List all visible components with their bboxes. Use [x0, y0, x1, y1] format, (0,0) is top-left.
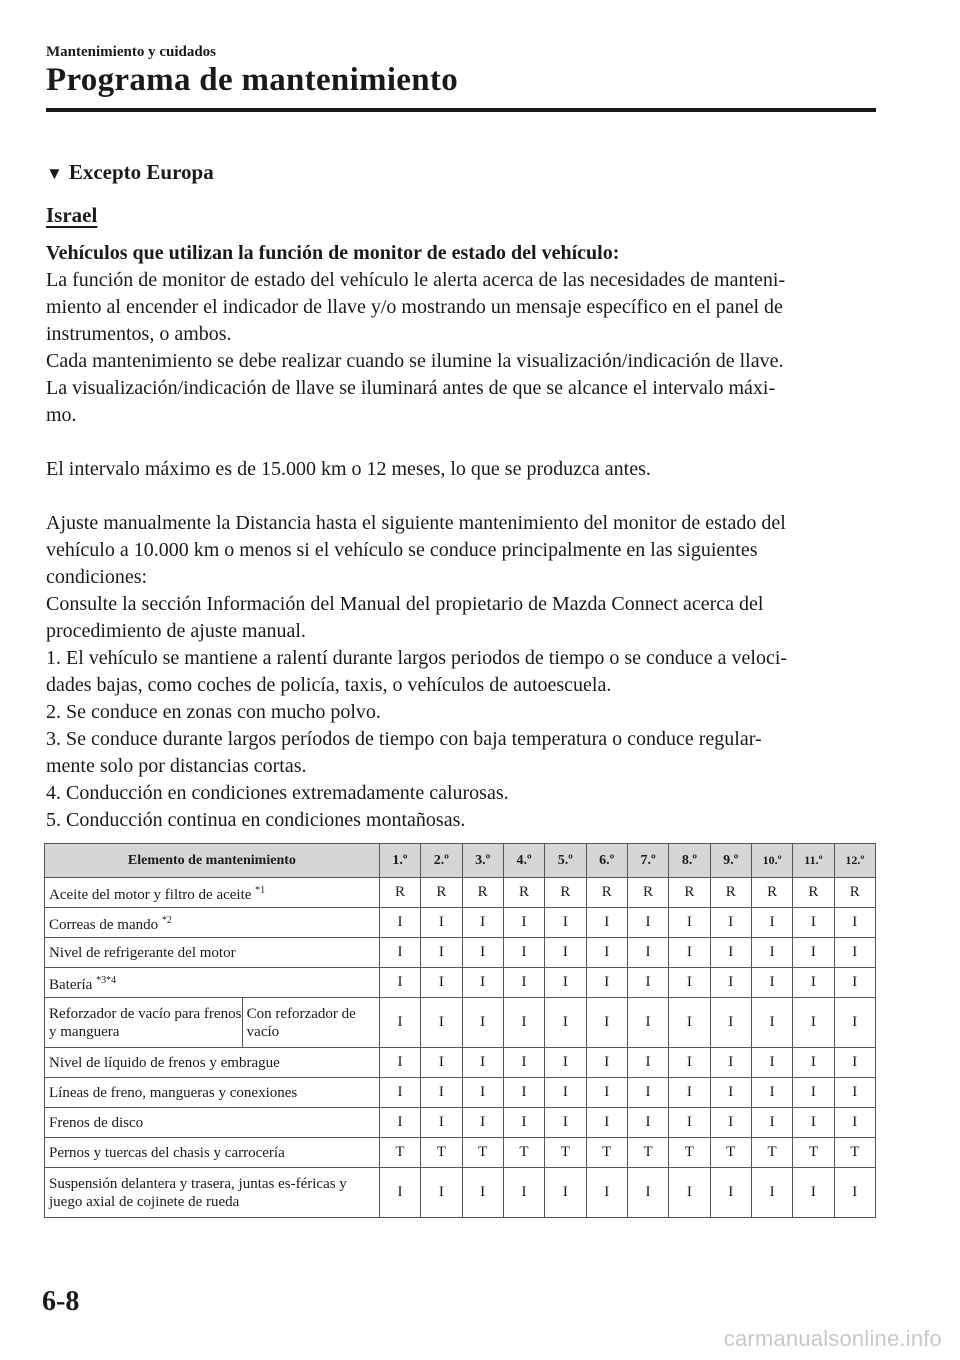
maintenance-table: [44, 843, 876, 1218]
header-interval: 3.º: [462, 844, 503, 878]
interval-cell: I: [710, 938, 751, 968]
interval-cell: I: [834, 998, 875, 1048]
interval-cell: R: [379, 878, 420, 908]
intro-line: 2. Se conduce en zonas con mucho polvo.: [46, 701, 381, 723]
page-number: 6-8: [42, 1286, 80, 1317]
interval-cell: I: [710, 908, 751, 938]
maintenance-item: [45, 998, 243, 1048]
interval-cell: R: [586, 878, 627, 908]
intro-line: 1. El vehículo se mantiene a ralentí durante largos periodos de tiempo o se conduce a veloci-: [46, 647, 788, 669]
table-row: [45, 1108, 876, 1138]
interval-cell: I: [545, 908, 586, 938]
intro-text: [46, 240, 882, 834]
interval-cell: T: [751, 1138, 792, 1168]
interval-cell: I: [710, 968, 751, 998]
intro-line: mo.: [46, 404, 77, 426]
interval-cell: I: [586, 908, 627, 938]
maintenance-item-label: Líneas de freno, mangueras y conexiones: [49, 1084, 298, 1101]
interval-cell: T: [462, 1138, 503, 1168]
interval-cell: I: [545, 1078, 586, 1108]
interval-cell: I: [793, 1168, 834, 1218]
interval-cell: R: [503, 878, 544, 908]
intro-bold-line: Vehículos que utilizan la función de monitor de estado del vehículo:: [46, 242, 620, 264]
header-interval: 1.º: [379, 844, 420, 878]
interval-cell: I: [462, 938, 503, 968]
interval-cell: I: [545, 938, 586, 968]
interval-cell: I: [669, 1048, 710, 1078]
interval-cell: I: [545, 968, 586, 998]
interval-cell: R: [545, 878, 586, 908]
interval-cell: R: [627, 878, 668, 908]
header-interval: 11.º: [793, 844, 834, 878]
interval-cell: T: [379, 1138, 420, 1168]
interval-cell: I: [379, 908, 420, 938]
interval-cell: I: [503, 938, 544, 968]
interval-cell: I: [834, 908, 875, 938]
table-row: [45, 998, 876, 1048]
maintenance-item-label: Correas de mando: [49, 916, 162, 933]
header-interval: 7.º: [627, 844, 668, 878]
interval-cell: R: [421, 878, 462, 908]
intro-line: dades bajas, como coches de policía, taxis, o vehículos de autoescuela.: [46, 674, 612, 696]
interval-cell: I: [586, 1108, 627, 1138]
interval-cell: I: [710, 998, 751, 1048]
interval-cell: I: [793, 908, 834, 938]
interval-cell: I: [379, 968, 420, 998]
header-interval: 10.º: [751, 844, 792, 878]
section-heading: [46, 160, 214, 185]
maintenance-item-label: Pernos y tuercas del chasis y carrocería: [49, 1144, 285, 1161]
maintenance-item: [45, 1168, 380, 1218]
interval-cell: I: [834, 1108, 875, 1138]
table-row: [45, 1048, 876, 1078]
interval-cell: I: [545, 998, 586, 1048]
interval-cell: I: [751, 1168, 792, 1218]
table-row: [45, 968, 876, 998]
interval-cell: I: [710, 1078, 751, 1108]
interval-cell: I: [462, 1108, 503, 1138]
intro-line: Consulte la sección Información del Manual del propietario de Mazda Connect acerca del: [46, 593, 764, 615]
interval-cell: I: [669, 998, 710, 1048]
intro-line: mente solo por distancias cortas.: [46, 755, 307, 777]
table-row: [45, 1138, 876, 1168]
interval-cell: I: [462, 998, 503, 1048]
maintenance-item-label: Frenos de disco: [49, 1114, 144, 1131]
interval-cell: I: [710, 1048, 751, 1078]
interval-cell: I: [669, 968, 710, 998]
intro-line: instrumentos, o ambos.: [46, 323, 232, 345]
table-row: [45, 1168, 876, 1218]
interval-cell: I: [503, 1048, 544, 1078]
intro-line: condiciones:: [46, 566, 148, 588]
footnote-marker: *2: [161, 914, 172, 926]
interval-cell: I: [710, 1168, 751, 1218]
maintenance-item: [45, 1138, 380, 1168]
interval-cell: T: [627, 1138, 668, 1168]
intro-line: La visualización/indicación de llave se iluminará antes de que se alcance el intervalo máxi-: [46, 377, 776, 399]
interval-cell: I: [627, 1108, 668, 1138]
interval-cell: I: [379, 1168, 420, 1218]
header-interval: 4.º: [503, 844, 544, 878]
interval-cell: I: [834, 938, 875, 968]
interval-cell: I: [627, 998, 668, 1048]
header-item: Elemento de mantenimiento: [45, 844, 380, 878]
interval-cell: I: [503, 1168, 544, 1218]
interval-cell: I: [751, 968, 792, 998]
watermark: carmanualsonline.info: [723, 1326, 942, 1351]
interval-cell: R: [669, 878, 710, 908]
maintenance-item: [45, 908, 380, 938]
maintenance-item: [45, 1108, 380, 1138]
maintenance-item-label: Nivel de refrigerante del motor: [49, 944, 236, 961]
interval-cell: I: [421, 908, 462, 938]
interval-cell: T: [669, 1138, 710, 1168]
table-header-row: [45, 844, 876, 878]
interval-cell: I: [793, 998, 834, 1048]
interval-cell: I: [421, 1168, 462, 1218]
interval-cell: R: [751, 878, 792, 908]
interval-cell: I: [834, 1078, 875, 1108]
interval-cell: I: [751, 908, 792, 938]
interval-cell: T: [586, 1138, 627, 1168]
interval-cell: I: [627, 908, 668, 938]
interval-cell: I: [793, 1078, 834, 1108]
interval-cell: T: [545, 1138, 586, 1168]
interval-cell: I: [669, 1168, 710, 1218]
table-row: [45, 878, 876, 908]
interval-cell: T: [421, 1138, 462, 1168]
interval-cell: I: [545, 1048, 586, 1078]
interval-cell: I: [751, 1048, 792, 1078]
interval-cell: I: [710, 1108, 751, 1138]
header-interval: 2.º: [421, 844, 462, 878]
intro-line: 4. Conducción en condiciones extremadamente calurosas.: [46, 782, 509, 804]
interval-cell: I: [379, 938, 420, 968]
interval-cell: I: [669, 1108, 710, 1138]
interval-cell: I: [669, 938, 710, 968]
maintenance-item-label: Nivel de líquido de frenos y embrague: [49, 1054, 280, 1071]
table-row: [45, 938, 876, 968]
maintenance-item: [45, 878, 380, 908]
interval-cell: I: [462, 1168, 503, 1218]
interval-cell: I: [834, 968, 875, 998]
header-interval: 9.º: [710, 844, 751, 878]
interval-cell: I: [627, 938, 668, 968]
interval-cell: I: [586, 938, 627, 968]
interval-cell: I: [751, 1078, 792, 1108]
maintenance-item-label: Aceite del motor y filtro de aceite: [49, 886, 256, 903]
interval-cell: I: [503, 998, 544, 1048]
header-interval: 12.º: [834, 844, 875, 878]
interval-cell: I: [462, 908, 503, 938]
interval-cell: I: [751, 1108, 792, 1138]
interval-cell: I: [421, 1048, 462, 1078]
header-interval: 5.º: [545, 844, 586, 878]
interval-cell: I: [627, 1168, 668, 1218]
interval-cell: I: [751, 938, 792, 968]
interval-cell: I: [379, 1108, 420, 1138]
interval-cell: I: [503, 1078, 544, 1108]
section-heading-text: Excepto Europa: [68, 160, 214, 184]
maintenance-item: [45, 938, 380, 968]
interval-cell: R: [834, 878, 875, 908]
maintenance-subitem: Con reforzador de vacío: [242, 998, 379, 1048]
header-rule: [46, 108, 876, 112]
interval-cell: I: [421, 998, 462, 1048]
interval-cell: I: [379, 1048, 420, 1078]
interval-cell: I: [586, 1168, 627, 1218]
intro-line: 5. Conducción continua en condiciones montañosas.: [46, 809, 466, 831]
footnote-marker: *1: [255, 884, 266, 896]
interval-cell: T: [834, 1138, 875, 1168]
section-label: Mantenimiento y cuidados: [46, 44, 217, 60]
interval-cell: I: [627, 1048, 668, 1078]
interval-cell: I: [421, 938, 462, 968]
interval-cell: I: [379, 998, 420, 1048]
interval-cell: I: [669, 908, 710, 938]
interval-cell: I: [793, 1048, 834, 1078]
interval-cell: I: [751, 998, 792, 1048]
triangle-down-icon: ▼: [46, 164, 63, 183]
interval-cell: I: [503, 1108, 544, 1138]
interval-cell: I: [586, 1078, 627, 1108]
interval-cell: I: [421, 1108, 462, 1138]
region-label: Israel: [46, 203, 98, 227]
intro-line: La función de monitor de estado del vehículo le alerta acerca de las necesidades de manteni-: [46, 269, 786, 291]
interval-cell: I: [586, 998, 627, 1048]
interval-cell: I: [421, 968, 462, 998]
interval-cell: I: [545, 1108, 586, 1138]
interval-cell: I: [462, 1078, 503, 1108]
maintenance-item: [45, 1078, 380, 1108]
intro-line: vehículo a 10.000 km o menos si el vehículo se conduce principalmente en las siguientes: [46, 539, 758, 561]
interval-cell: T: [710, 1138, 751, 1168]
maintenance-item-label: Batería: [49, 976, 97, 993]
maintenance-item: [45, 1048, 380, 1078]
interval-cell: I: [379, 1078, 420, 1108]
maintenance-item-label: Suspensión delantera y trasera, juntas es-féricas y juego axial de cojinete de rueda: [49, 1175, 347, 1210]
interval-cell: I: [421, 1078, 462, 1108]
interval-cell: I: [793, 968, 834, 998]
interval-cell: I: [834, 1048, 875, 1078]
table-row: [45, 908, 876, 938]
interval-cell: R: [710, 878, 751, 908]
intro-line: Ajuste manualmente la Distancia hasta el siguiente mantenimiento del monitor de estado del: [46, 512, 786, 534]
interval-cell: I: [462, 1048, 503, 1078]
header-interval: 8.º: [669, 844, 710, 878]
interval-cell: I: [793, 938, 834, 968]
table-row: [45, 1078, 876, 1108]
footnote-marker: *3*4: [96, 974, 117, 986]
interval-cell: T: [793, 1138, 834, 1168]
interval-cell: I: [669, 1078, 710, 1108]
interval-cell: I: [462, 968, 503, 998]
interval-cell: I: [503, 968, 544, 998]
page-title: Programa de mantenimiento: [46, 62, 458, 98]
interval-cell: I: [545, 1168, 586, 1218]
interval-cell: I: [503, 908, 544, 938]
intro-line: miento al encender el indicador de llave y/o mostrando un mensaje específico en el panel de: [46, 296, 783, 318]
interval-cell: R: [462, 878, 503, 908]
intro-line: 3. Se conduce durante largos períodos de tiempo con baja temperatura o conduce regular-: [46, 728, 762, 750]
intro-line: Cada mantenimiento se debe realizar cuando se ilumine la visualización/indicación de llave.: [46, 350, 784, 372]
maintenance-item-label: Reforzador de vacío para frenos y manguera: [49, 1005, 242, 1040]
interval-cell: T: [503, 1138, 544, 1168]
interval-line: El intervalo máximo es de 15.000 km o 12 meses, lo que se produzca antes.: [46, 458, 651, 480]
maintenance-item: [45, 968, 380, 998]
header-interval: 6.º: [586, 844, 627, 878]
interval-cell: I: [586, 1048, 627, 1078]
interval-cell: R: [793, 878, 834, 908]
interval-cell: I: [834, 1168, 875, 1218]
interval-cell: I: [627, 1078, 668, 1108]
intro-line: procedimiento de ajuste manual.: [46, 620, 306, 642]
interval-cell: I: [793, 1108, 834, 1138]
interval-cell: I: [586, 968, 627, 998]
interval-cell: I: [627, 968, 668, 998]
